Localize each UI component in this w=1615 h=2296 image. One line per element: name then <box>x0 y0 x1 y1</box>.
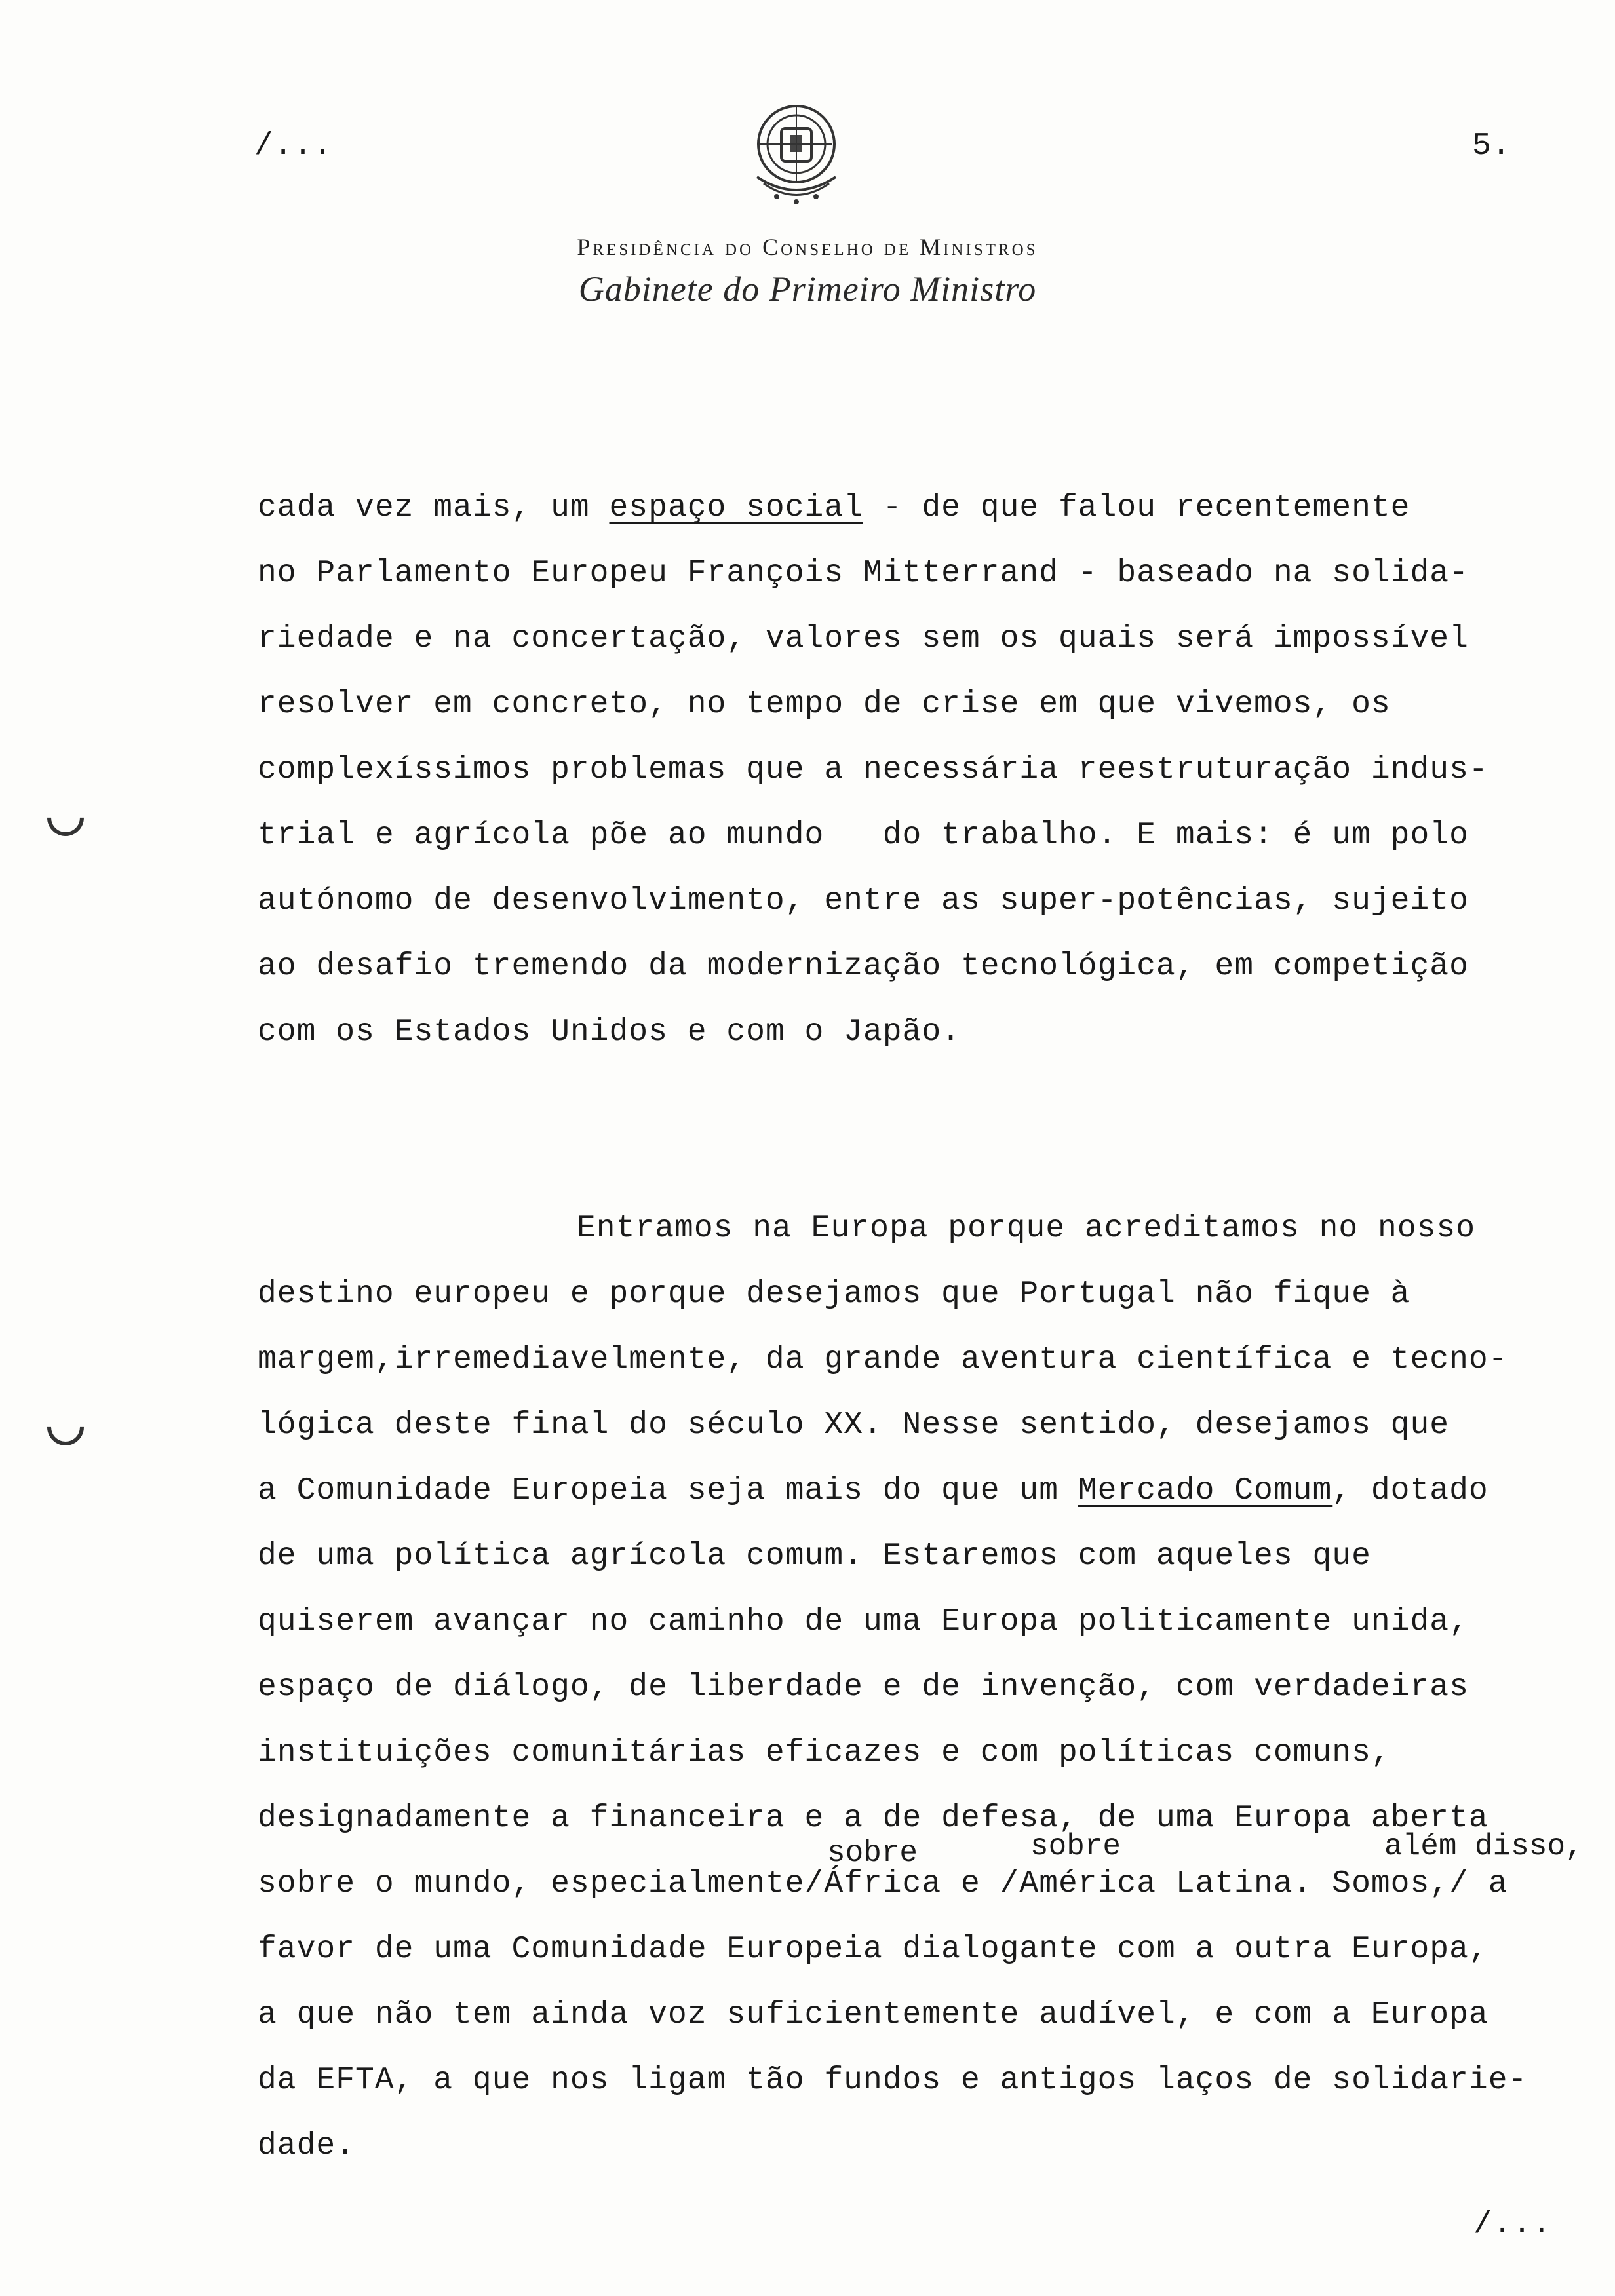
binder-hole-mark <box>39 792 91 843</box>
text-line: de uma política agrícola comum. Estaremos com aqueles que <box>258 1539 1371 1574</box>
interlinear-insertion: sobre <box>827 1836 918 1870</box>
text-line: favor de uma Comunidade Europeia dialogante com a outra Europa, <box>258 1932 1489 1967</box>
text-line: autónomo de desenvolvimento, entre as super-potências, sujeito <box>258 883 1469 919</box>
text-line: complexíssimos problemas que a necessária reestruturação indus- <box>258 752 1489 788</box>
text-line: ao desafio tremendo da modernização tecnológica, em competição <box>258 949 1469 984</box>
binder-hole-mark <box>39 1401 91 1453</box>
text-line: da EFTA, a que nos ligam tão fundos e antigos laços de solidarie- <box>258 2063 1528 2098</box>
office-subheading: Gabinete do Primeiro Ministro <box>578 269 1037 309</box>
text-line: dade. <box>258 2128 356 2164</box>
text-line: espaço de diálogo, de liberdade e de invenção, com verdadeiras <box>258 1670 1469 1705</box>
text-line: no Parlamento Europeu François Mitterrand - baseado na solida- <box>258 556 1469 591</box>
text-line: destino europeu e porque desejamos que Portugal não fique à <box>258 1276 1411 1312</box>
continuation-mark-top: /... <box>254 128 333 164</box>
interlinear-insertion: sobre <box>1030 1829 1121 1864</box>
portuguese-coat-of-arms-icon <box>741 98 852 210</box>
text-line: a Comunidade Europeia seja mais do que um Mercado Comum, dotado <box>258 1473 1489 1508</box>
text-line: margem,irremediavelmente, da grande aventura científica e tecno- <box>258 1342 1508 1377</box>
text-line: sobre o mundo, especialmente/África e /América Latina. Somos,/ a <box>258 1866 1508 1902</box>
text-line: trial e agrícola põe ao mundo do trabalho. E mais: é um polo <box>258 818 1469 853</box>
text-line: quiserem avançar no caminho de uma Europa politicamente unida, <box>258 1604 1469 1639</box>
text-line: a que não tem ainda voz suficientemente audível, e com a Europa <box>258 1997 1489 2033</box>
text-line: Entramos na Europa porque acreditamos no nosso <box>577 1211 1476 1246</box>
page-number: 5. <box>1472 128 1511 164</box>
text-line: com os Estados Unidos e com o Japão. <box>258 1014 961 1050</box>
text-line: riedade e na concertação, valores sem os quais será impossível <box>258 621 1469 657</box>
text-line: lógica deste final do século XX. Nesse sentido, desejamos que <box>258 1407 1450 1443</box>
continuation-mark-bottom: /... <box>1473 2207 1552 2242</box>
underlined-phrase: espaço social <box>609 490 863 526</box>
text-line: instituições comunitárias eficazes e com políticas comuns, <box>258 1735 1391 1770</box>
interlinear-insertion: além disso, <box>1384 1829 1584 1864</box>
institution-heading: Presidência do Conselho de Ministros <box>577 234 1038 260</box>
text-line: designadamente a financeira e a de defesa, de uma Europa aberta <box>258 1801 1489 1836</box>
text-line: resolver em concreto, no tempo de crise em que vivemos, os <box>258 687 1391 722</box>
underlined-phrase: Mercado Comum <box>1078 1473 1333 1508</box>
text-line: cada vez mais, um espaço social - de que falou recentemente <box>258 490 1411 526</box>
